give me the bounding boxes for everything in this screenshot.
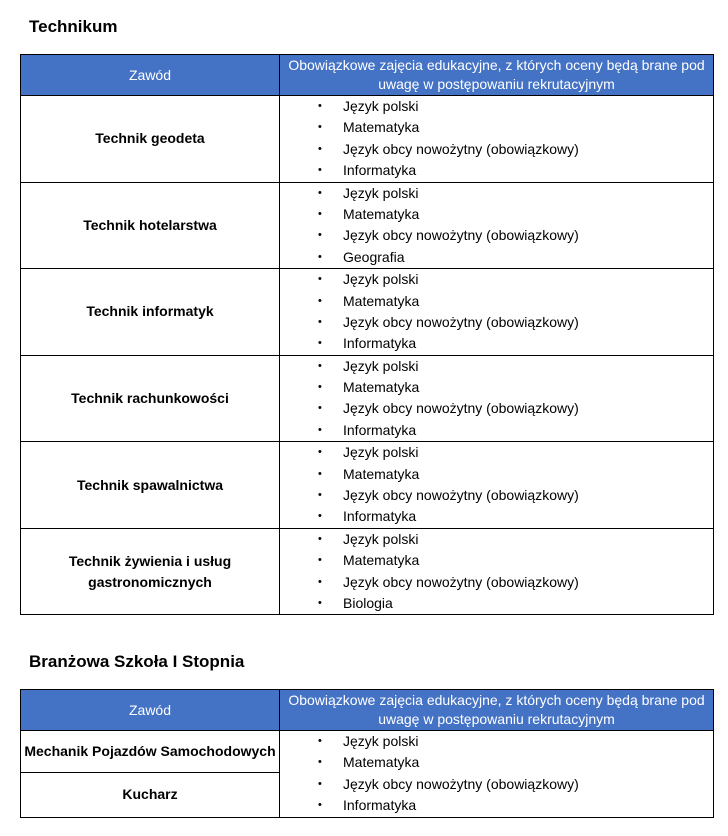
list-item: [280, 550, 713, 571]
list-item: [280, 464, 713, 485]
list-item: [280, 247, 713, 268]
column-header-subjects: Obowiązkowe zajęcia edukacyjne, z których oceny będą brane pod uwagę w postępowaniu rekrutacyjnym: [280, 55, 714, 96]
section-title-branzowa: Branżowa Szkoła I Stopnia: [29, 652, 245, 671]
table-header-row: [21, 55, 714, 96]
bullet-icon: •: [318, 381, 322, 394]
subjects-list: [280, 356, 713, 442]
list-item: [280, 160, 713, 181]
subject-label: Informatyka: [343, 162, 417, 179]
bullet-icon: •: [318, 229, 322, 242]
subject-label: Matematyka: [343, 119, 420, 136]
subject-label: Matematyka: [343, 754, 420, 771]
list-item: [280, 333, 713, 354]
subjects-cell: [280, 96, 714, 183]
subject-label: Matematyka: [343, 205, 420, 222]
subject-label: Język obcy nowożytny (obowiązkowy): [343, 227, 579, 244]
list-item: [280, 377, 713, 398]
column-header-subjects: Obowiązkowe zajęcia edukacyjne, z których oceny będą brane pod uwagę w postępowaniu rekrutacyjnym: [280, 690, 714, 731]
bullet-icon: •: [318, 756, 322, 769]
list-item: [280, 291, 713, 312]
list-item: [280, 485, 713, 506]
subjects-list: [280, 269, 713, 355]
subject-label: Język obcy nowożytny (obowiązkowy): [343, 313, 579, 330]
list-item: [280, 529, 713, 550]
bullet-icon: •: [318, 446, 322, 459]
subject-label: Matematyka: [343, 552, 420, 569]
list-item: [280, 117, 713, 138]
table-row: [21, 182, 714, 269]
list-item: [280, 225, 713, 246]
bullet-icon: •: [318, 121, 322, 134]
bullet-icon: •: [318, 467, 322, 480]
bullet-icon: •: [318, 207, 322, 220]
column-header-profession: Zawód: [21, 690, 280, 731]
subject-label: Informatyka: [343, 797, 417, 814]
subject-label: Język obcy nowożytny (obowiązkowy): [343, 400, 579, 417]
list-item: [280, 398, 713, 419]
bullet-icon: •: [318, 402, 322, 415]
list-item: [280, 731, 713, 752]
profession-cell: Technik hotelarstwa: [21, 182, 280, 269]
bullet-icon: •: [318, 250, 322, 263]
subject-label: Geografia: [343, 248, 405, 265]
table-row: [21, 269, 714, 356]
bullet-icon: •: [318, 575, 322, 588]
list-item: [280, 593, 713, 614]
subjects-cell: [280, 731, 714, 818]
column-header-profession: Zawód: [21, 55, 280, 96]
list-item: [280, 572, 713, 593]
table-row: [21, 528, 714, 615]
bullet-icon: •: [318, 273, 322, 286]
profession-cell: Technik spawalnictwa: [21, 442, 280, 529]
subject-label: Matematyka: [343, 465, 420, 482]
subject-label: Język obcy nowożytny (obowiązkowy): [343, 775, 579, 792]
list-item: [280, 183, 713, 204]
section-title-technikum: Technikum: [29, 17, 118, 36]
list-item: [280, 204, 713, 225]
profession-cell: Technik informatyk: [21, 269, 280, 356]
subject-label: Informatyka: [343, 421, 417, 438]
subjects-cell: [280, 355, 714, 442]
list-item: [280, 774, 713, 795]
subject-label: Język polski: [343, 444, 419, 461]
bullet-icon: •: [318, 510, 322, 523]
bullet-icon: •: [318, 554, 322, 567]
subject-label: Język polski: [343, 98, 419, 114]
list-item: [280, 96, 713, 117]
list-item: [280, 312, 713, 333]
profession-cell: Kucharz: [21, 773, 280, 817]
bullet-icon: •: [318, 735, 322, 747]
bullet-icon: •: [318, 489, 322, 502]
list-item: [280, 752, 713, 773]
profession-cell: Technik rachunkowości: [21, 355, 280, 442]
table-row: [21, 731, 714, 773]
table-row: [21, 442, 714, 529]
subject-label: Język polski: [343, 733, 419, 749]
profession-cell: Technik żywienia i usług gastronomicznych: [21, 528, 280, 615]
subject-label: Język polski: [343, 530, 419, 547]
technikum-table-body: [21, 96, 714, 615]
subject-label: Język polski: [343, 357, 419, 374]
subjects-list: [280, 442, 713, 528]
bullet-icon: •: [318, 532, 322, 545]
subject-label: Biologia: [343, 594, 393, 611]
list-item: [280, 795, 713, 816]
bullet-icon: •: [318, 142, 322, 155]
subject-label: Matematyka: [343, 292, 420, 309]
subject-label: Język polski: [343, 184, 419, 201]
list-item: [280, 442, 713, 463]
subjects-list: [280, 731, 713, 817]
bullet-icon: •: [318, 294, 322, 307]
subject-label: Matematyka: [343, 379, 420, 396]
subjects-cell: [280, 269, 714, 356]
subjects-cell: [280, 528, 714, 615]
subjects-cell: [280, 182, 714, 269]
subjects-list: [280, 96, 713, 182]
subject-label: Informatyka: [343, 508, 417, 525]
subject-label: Język obcy nowożytny (obowiązkowy): [343, 573, 579, 590]
bullet-icon: •: [318, 337, 322, 350]
bullet-icon: •: [318, 164, 322, 177]
bullet-icon: •: [318, 359, 322, 372]
table-row: [21, 355, 714, 442]
subject-label: Język obcy nowożytny (obowiązkowy): [343, 487, 579, 504]
bullet-icon: •: [318, 799, 322, 812]
profession-cell: Technik geodeta: [21, 96, 280, 183]
profession-cell: Mechanik Pojazdów Samochodowych: [21, 731, 280, 773]
list-item: [280, 506, 713, 527]
table-header-row: [21, 690, 714, 731]
branzowa-table: [20, 689, 714, 818]
bullet-icon: •: [318, 100, 322, 112]
bullet-icon: •: [318, 596, 322, 609]
bullet-icon: •: [318, 423, 322, 436]
bullet-icon: •: [318, 777, 322, 790]
subjects-cell: [280, 442, 714, 529]
subject-label: Język obcy nowożytny (obowiązkowy): [343, 140, 579, 157]
subject-label: Język polski: [343, 271, 419, 288]
list-item: [280, 139, 713, 160]
bullet-icon: •: [318, 315, 322, 328]
list-item: [280, 356, 713, 377]
subjects-list: [280, 529, 713, 615]
bullet-icon: •: [318, 186, 322, 199]
subject-label: Informatyka: [343, 335, 417, 352]
table-row: [21, 96, 714, 183]
list-item: [280, 420, 713, 441]
subjects-list: [280, 183, 713, 269]
list-item: [280, 269, 713, 290]
technikum-table: [20, 54, 714, 615]
